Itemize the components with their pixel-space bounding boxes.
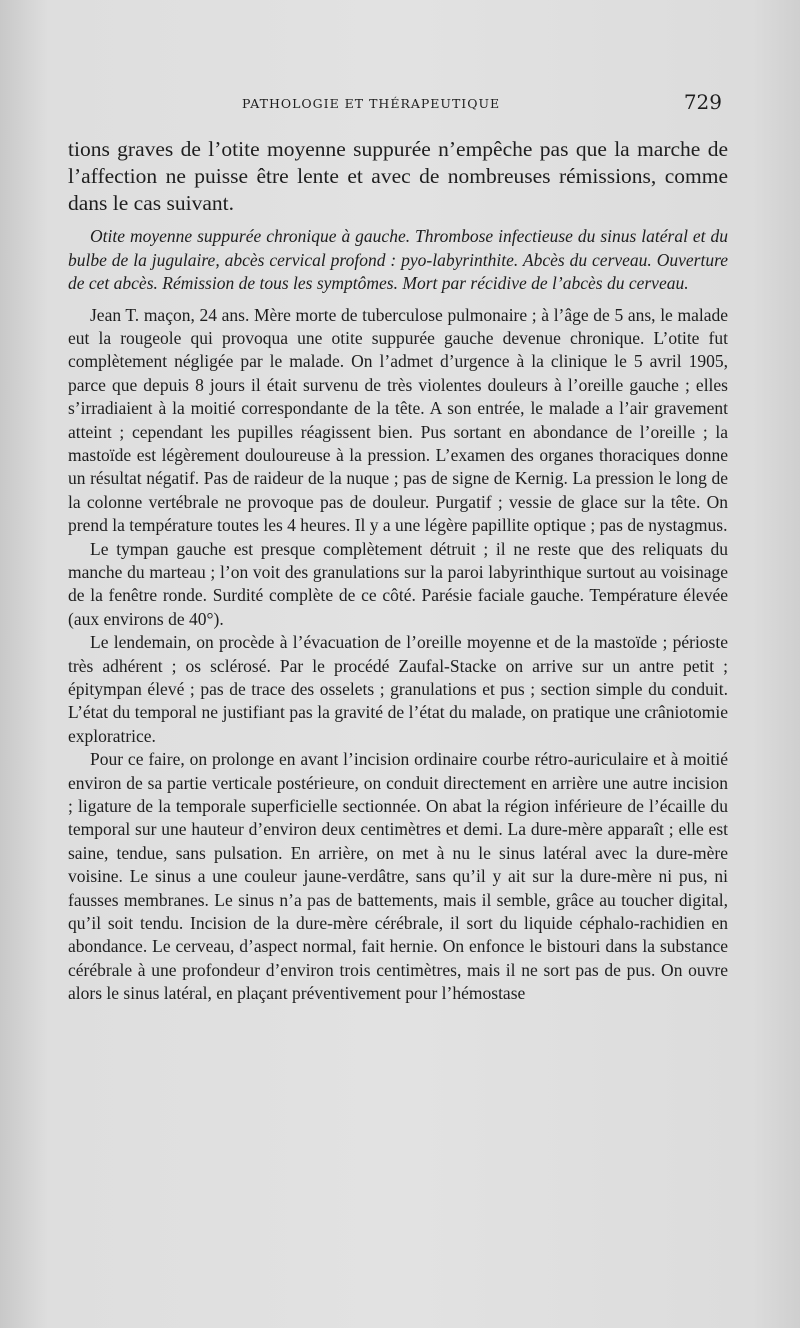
case-title: Otite moyenne suppurée chronique à gauche. Thrombose infectieuse du sinus latéral et du bulbe de la jugulaire, abcès cervical profond : pyo-labyrinthite. Abcès du cerveau. Ouverture de cet abcès. Rémission de tous les symptômes. Mort par récidive de l’abcès du cerveau. xyxy=(68,226,728,293)
running-title: PATHOLOGIE ET THÉRAPEUTIQUE xyxy=(242,96,501,111)
lead-paragraph: tions graves de l’otite moyenne suppurée n’empêche pas que la marche de l’affection ne puisse être lente et avec de nombreuses rémissions, comme dans le cas suivant. xyxy=(68,137,728,215)
running-header xyxy=(68,92,732,114)
paragraph-tympan: Le tympan gauche est presque complètement détruit ; il ne reste que des reliquats du manche du marteau ; l’on voit des granulations sur la paroi labyrinthique surtout au voisinage de la fenêtre ronde. Surdité complète de ce côté. Parésie faciale gauche. Température élevée (aux environs de 40°). xyxy=(68,538,728,629)
body-text xyxy=(68,136,728,1006)
paragraph-history: Jean T. maçon, 24 ans. Mère morte de tuberculose pulmonaire ; à l’âge de 5 ans, le malade eut la rougeole qui provoqua une otite suppurée gauche devenue chronique. L’otite fut complètement négligée par le malade. On l’admet d’urgence à la clinique le 5 avril 1905, parce que depuis 8 jours il était survenu de très violentes douleurs à l’oreille gauche ; elles s’irradiaient à la moitié correspondante de la tête. A son entrée, le malade a l’air gravement atteint ; cependant les pupilles réagissent bien. Pus sortant en abondance de l’oreille ; la mastoïde est légèrement douloureuse à la pression. L’examen des organes thoraciques donne un résultat négatif. Pas de raideur de la nuque ; pas de signe de Kernig. La pression le long de la colonne vertébrale ne provoque pas de douleur. Purgatif ; vessie de glace sur la tête. On prend la température toutes les 4 heures. Il y a une légère papillite optique ; pas de nystagmus. xyxy=(68,304,728,536)
paragraph-craniotomy: Pour ce faire, on prolonge en avant l’incision ordinaire courbe rétro-auriculaire et à moitié environ de sa partie verticale postérieure, on conduit directement en arrière une autre incision ; ligature de la temporale superficielle sectionnée. On abat la région inférieure de l’écaille du temporal sur une hauteur d’environ deux centimètres et demi. La dure-mère apparaît ; elle est saine, tendue, sans pulsation. En arrière, on met à nu le sinus latéral avec la dure-mère voisine. Le sinus a une couleur jaune-verdâtre, sans qu’il y ait sur la dure-mère ni pus, ni fausses membranes. Le sinus n’a pas de battements, mais il semble, grâce au toucher digital, qu’il soit tendu. Incision de la dure-mère cérébrale, il sort du liquide céphalo-rachidien en abondance. Le cerveau, d’aspect normal, fait hernie. On enfonce le bistouri dans la substance cérébrale à une profondeur d’environ trois centimètres, mais il ne sort pas de pus. On ouvre alors le sinus latéral, en plaçant préventivement pour l’hémostase xyxy=(68,749,728,1004)
paragraph-operation: Le lendemain, on procède à l’évacuation de l’oreille moyenne et de la mastoïde ; périoste très adhérent ; os sclérosé. Par le procédé Zaufal-Stacke on arrive sur un antre petit ; épitympan élevé ; pas de trace des osselets ; granulations et pus ; section simple du conduit. L’état du temporal ne justifiant pas la gravité de l’état du malade, on pratique une crâniotomie exploratrice. xyxy=(68,632,728,746)
page-number: 729 xyxy=(683,90,722,114)
